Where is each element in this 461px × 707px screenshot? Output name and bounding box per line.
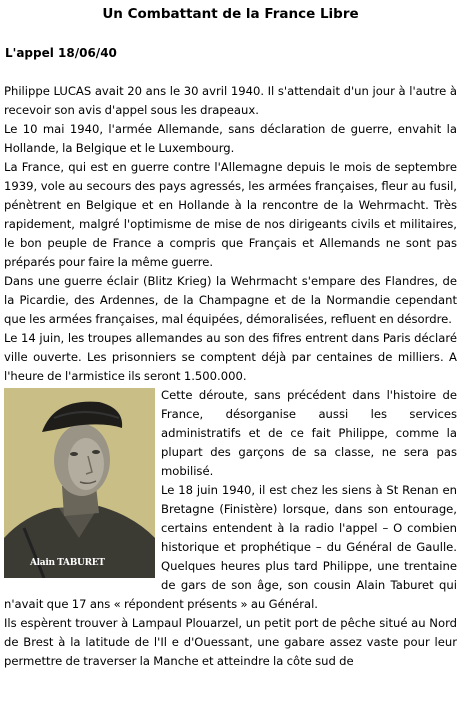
paragraph: Ils espèrent trouver à Lampaul Plouarzel, un petit port de pêche situé au Nord de Brest à la latitude de l'Il e d'Ouessant, une gabare assez vaste pour leur permettre de traverser la Manche et atteindre la côte sud de — [4, 616, 457, 668]
paragraph: Le 10 mai 1940, l'armée Allemande, sans déclaration de guerre, envahit la Hollande, la Belgique et le Luxembourg. — [4, 122, 457, 155]
paragraph: Philippe LUCAS avait 20 ans le 30 avril 1940. Il s'attendait d'un jour à l'autre à recevoir son avis d'appel sous les drapeaux. — [4, 84, 457, 117]
page-title: Un Combattant de la France Libre — [102, 6, 359, 22]
paragraph: Le 18 juin 1940, il est chez les siens à St Renan en Bretagne (Finistère) lorsque, dans son entourage, certains entendent à la radio l'appel – O combien historique et prophétique – du Général de Gaulle. Quelques heures plus tard Philippe, une trentaine de gars de son âge, son cousin Alain Taburet qui n'avait que 17 ans « répondent présents » au Général. — [4, 483, 457, 611]
portrait-photo — [4, 388, 155, 578]
paragraph: Le 14 juin, les troupes allemandes au son des fifres entrent dans Paris déclaré ville ouverte. Les prisonniers se comptent déjà par centaines de milliers. A l'heure de l'armistice ils seront 1.500.000. — [4, 331, 457, 383]
photo-caption: Alain TABURET — [30, 558, 105, 568]
portrait-image — [4, 388, 155, 578]
paragraph: Dans une guerre éclair (Blitz Krieg) la Wehrmacht s'empare des Flandres, de la Picardie, des Ardennes, de la Champagne et de la Normandie cependant que les armées françaises, mal équipées, démoralisées, refluent en désordre. — [4, 274, 457, 326]
paragraph: La France, qui est en guerre contre l'Allemagne depuis le mois de septembre 1939, vole au secours des pays agressés, les armées françaises, fleur au fusil, pénètrent en Belgique et en Hollande à la rencontre de la Wehrmacht. Très rapidement, malgré l'optimisme de mise de nos dirigeants civils et militaires, le bon peuple de France a compris que Français et Allemands ne sont pas préparés pour faire la même guerre. — [4, 160, 457, 269]
section-subtitle: L'appel 18/06/40 — [5, 46, 117, 60]
article-body — [4, 82, 457, 671]
paragraph: Cette déroute, sans précédent dans l'histoire de France, désorganise aussi les services administratifs et de ce fait Philippe, comme la plupart des garçons de sa classe, ne sera pas mobilisé. — [161, 388, 457, 478]
